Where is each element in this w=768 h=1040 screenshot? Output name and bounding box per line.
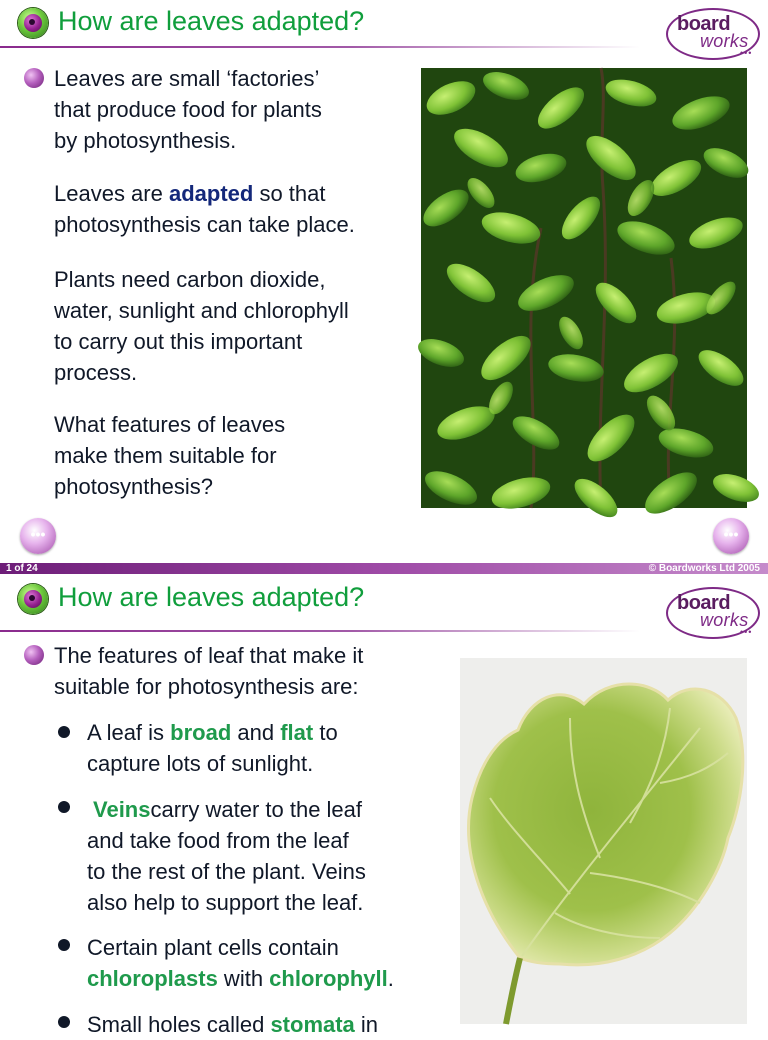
bullet-icon <box>24 645 44 665</box>
bullet-chloroplasts: Certain plant cells contain chloroplasts with chlorophyll. <box>87 935 394 991</box>
keyword-flat: flat <box>280 720 314 745</box>
paragraph-requirements: Plants need carbon dioxide, water, sunlight and chlorophyll to carry out this important process. <box>54 267 349 385</box>
keyword-veins: Veins <box>93 797 151 822</box>
paragraph-factories: Leaves are small ‘factories’ that produce food for plants by photosynthesis. <box>54 66 322 153</box>
copyright: © Boardworks Ltd 2005 <box>648 563 760 574</box>
sub-bullet-icon <box>58 939 70 951</box>
keyword-chlorophyll: chlorophyll <box>269 966 388 991</box>
sub-bullet-icon <box>58 1016 70 1028</box>
bullet-broad-flat: A leaf is broad and flat to capture lots of sunlight. <box>87 720 338 776</box>
keyword-adapted: adapted <box>168 181 254 206</box>
page-indicator: 1 of 24 <box>6 563 38 574</box>
bullet-icon <box>24 68 44 88</box>
keyword-chloroplasts: chloroplasts <box>87 966 218 991</box>
bush-illustration <box>421 68 747 508</box>
intro-paragraph: The features of leaf that make it suitable for photosynthesis are: <box>54 643 364 699</box>
bush-photo <box>421 68 747 508</box>
paragraph-question: What features of leaves make them suitable for photosynthesis? <box>54 412 286 499</box>
title-bullet-icon <box>18 8 48 38</box>
leaf-photo <box>460 658 747 1024</box>
sub-bullet-icon <box>58 801 70 813</box>
paragraph-adapted: Leaves are adapted so that photosynthesis can take place. <box>54 181 355 237</box>
previous-slide-button[interactable]: ••• <box>20 518 56 554</box>
keyword-stomata: stomata <box>270 1012 355 1037</box>
leaf-illustration <box>460 658 747 1024</box>
title-divider <box>0 630 640 632</box>
slide-title: How are leaves adapted? <box>58 582 365 612</box>
bullet-stomata: Small holes called stomata in <box>87 1012 379 1037</box>
sub-bullet-icon <box>58 726 70 738</box>
next-slide-button[interactable]: ••• <box>713 518 749 554</box>
boardworks-logo: board works ••• <box>666 8 760 60</box>
boardworks-logo: board works ••• <box>666 587 760 639</box>
slide-title: How are leaves adapted? <box>58 6 365 36</box>
title-divider <box>0 46 640 48</box>
footer-bar <box>0 563 768 574</box>
slide-2 <box>0 576 768 1037</box>
bullet-veins: Veinscarry water to the leaf and take food from the leaf to the rest of the plant. Veins also help to support the leaf. <box>87 797 366 915</box>
keyword-broad: broad <box>170 720 232 745</box>
title-bullet-icon <box>18 584 48 614</box>
